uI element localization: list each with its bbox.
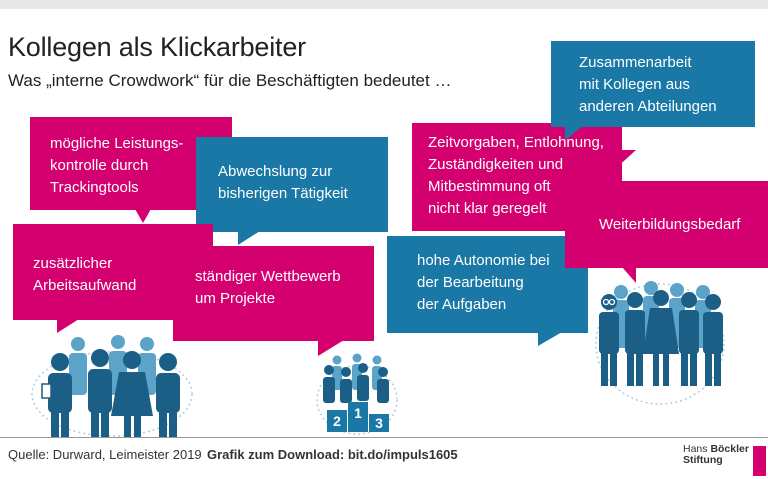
podium-place-1: 1 bbox=[354, 405, 362, 421]
bubble-leistungskontrolle-text: mögliche Leistungs- kontrolle durch Trackingtools bbox=[50, 135, 184, 196]
footer-divider bbox=[0, 437, 768, 438]
bubble-abwechslung-text: Abwechslung zur bisherigen Tätigkeit bbox=[218, 163, 348, 202]
bubble-zusammenarbeit bbox=[551, 41, 755, 127]
bubble-autonomie-tail bbox=[538, 332, 562, 346]
download-link[interactable]: Grafik zum Download: bit.do/impuls1605 bbox=[207, 447, 458, 462]
bubble-zeitvorgaben-tail bbox=[614, 150, 636, 170]
hans-boeckler-logo bbox=[683, 444, 749, 466]
logo-bar bbox=[753, 446, 766, 476]
logo-line1-bold: Böckler bbox=[710, 443, 749, 455]
bubble-arbeitsaufwand-text: zusätzlicher Arbeitsaufwand bbox=[33, 255, 137, 294]
bubble-weiterbildung-text: Weiterbildungsbedarf bbox=[599, 216, 741, 233]
bubble-wettbewerb bbox=[173, 246, 374, 341]
bubble-zusammenarbeit-tail bbox=[565, 126, 583, 140]
bubble-leistungskontrolle-tail bbox=[135, 209, 151, 223]
bubble-abwechslung-tail bbox=[238, 231, 260, 245]
bubble-abwechslung bbox=[196, 137, 388, 232]
page-title: Kollegen als Klickarbeiter bbox=[8, 32, 306, 62]
podium-place-3: 3 bbox=[375, 415, 383, 431]
bubble-autonomie-text: hohe Autonomie bei der Bearbeitung der Aufgaben bbox=[417, 252, 550, 313]
bubble-weiterbildung bbox=[565, 181, 768, 268]
people-group-right-icon bbox=[585, 270, 735, 410]
podium-place-2: 2 bbox=[333, 413, 341, 429]
logo-line2: Stiftung bbox=[683, 454, 723, 466]
bubble-wettbewerb-text: ständiger Wettbewerb um Projekte bbox=[195, 268, 341, 307]
bubble-zusammenarbeit-text: Zusammenarbeit mit Kollegen aus anderen Abteilungen bbox=[579, 54, 717, 115]
people-group-left-icon bbox=[20, 330, 200, 440]
source-text: Quelle: Durward, Leimeister 2019 bbox=[8, 447, 202, 462]
top-bar bbox=[0, 0, 768, 9]
bubble-autonomie bbox=[387, 236, 588, 333]
page-subtitle: Was „interne Crowdwork“ für die Beschäftigten bedeutet … bbox=[8, 71, 452, 90]
logo-line1: Hans bbox=[683, 443, 711, 455]
bubble-zeitvorgaben-text: Zeitvorgaben, Entlohnung, Zuständigkeiten und Mitbestimmung oft nicht klar geregelt bbox=[428, 134, 604, 217]
